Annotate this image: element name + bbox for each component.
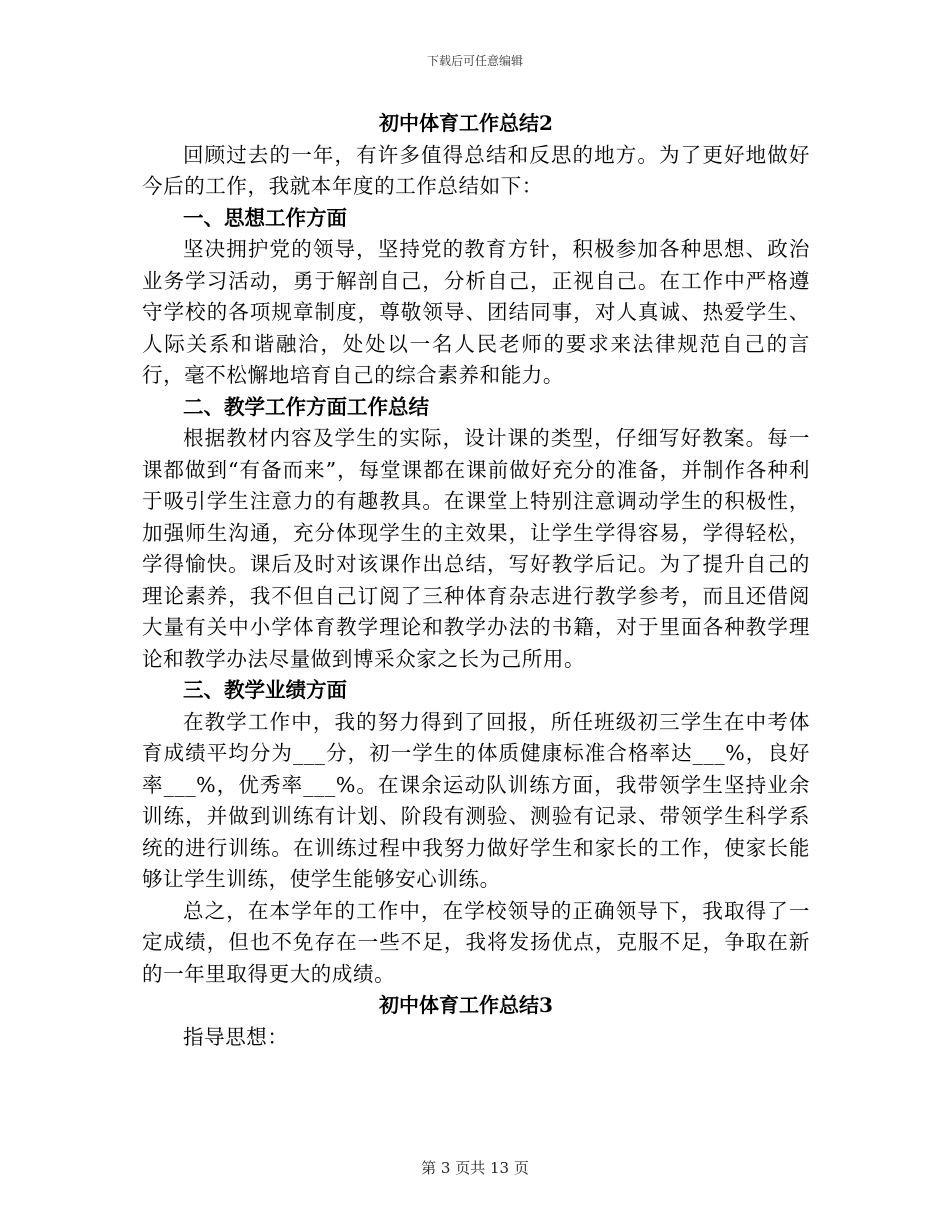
guiding-thought-label: 指导思想： xyxy=(183,1024,289,1049)
next-document-title: 初中体育工作总结3 xyxy=(379,993,553,1017)
conclusion-paragraph: 总之，在本学年的工作中，在学校领导的正确领导下，我取得了一定成绩，但也不免存在一些不足，我将发扬优点，克服不足，争取在新的一年里取得更大的成绩。 xyxy=(142,898,810,986)
intro-paragraph: 回顾过去的一年，有许多值得总结和反思的地方。为了更好地做好今后的工作，我就本年度的工作总结如下： xyxy=(142,142,810,198)
section-body-results: 在教学工作中，我的努力得到了回报，所任班级初三学生在中考体育成绩平均分为___分，初一学生的体质健康标准合格率达___%，良好率___%，优秀率___%。在课余运动队训练方面，我带领学生坚持业余训练，并做到训练有计划、阶段有测验、测验有记录、带领学生科学系统的进行训练。在训练过程中我努力做好学生和家长的工作，使家长能够让学生训练，使学生能够安心训练。 xyxy=(142,709,810,891)
section-body-thought: 坚决拥护党的领导，坚持党的教育方针，积极参加各种思想、政治业务学习活动，勇于解剖自己，分析自己，正视自己。在工作中严格遵守学校的各项规章制度，尊敬领导、团结同事，对人真诚、热爱学生、人际关系和谐融洽，处处以一名人民老师的要求来法律规范自己的言行，毫不松懈地培育自己的综合素养和能力。 xyxy=(142,237,810,387)
section-body-teaching: 根据教材内容及学生的实际，设计课的类型，仔细写好教案。每一课都做到“有备而来”，每堂课都在课前做好充分的准备，并制作各种利于吸引学生注意力的有趣教具。在课堂上特别注意调动学生的积极性，加强师生沟通，充分体现学生的主效果，让学生学得容易，学得轻松，学得愉快。课后及时对该课作出总结，写好教学后记。为了提升自己的理论素养，我不但自己订阅了三种体育杂志进行教学参考，而且还借阅大量有关中小学体育教学理论和教学办法的书籍，对于里面各种教学理论和教学办法尽量做到博采众家之长为己所用。 xyxy=(142,426,810,671)
document-title: 初中体育工作总结2 xyxy=(379,111,553,135)
document-body xyxy=(142,108,810,1053)
section-heading-thought: 一、思想工作方面 xyxy=(183,205,347,230)
section-heading-teaching: 二、教学工作方面工作总结 xyxy=(183,394,429,419)
section-heading-results: 三、教学业绩方面 xyxy=(183,678,347,702)
page-header-note: 下载后可任意编辑 xyxy=(426,54,523,68)
page-number-footer: 第 3 页共 13 页 xyxy=(421,1159,529,1177)
